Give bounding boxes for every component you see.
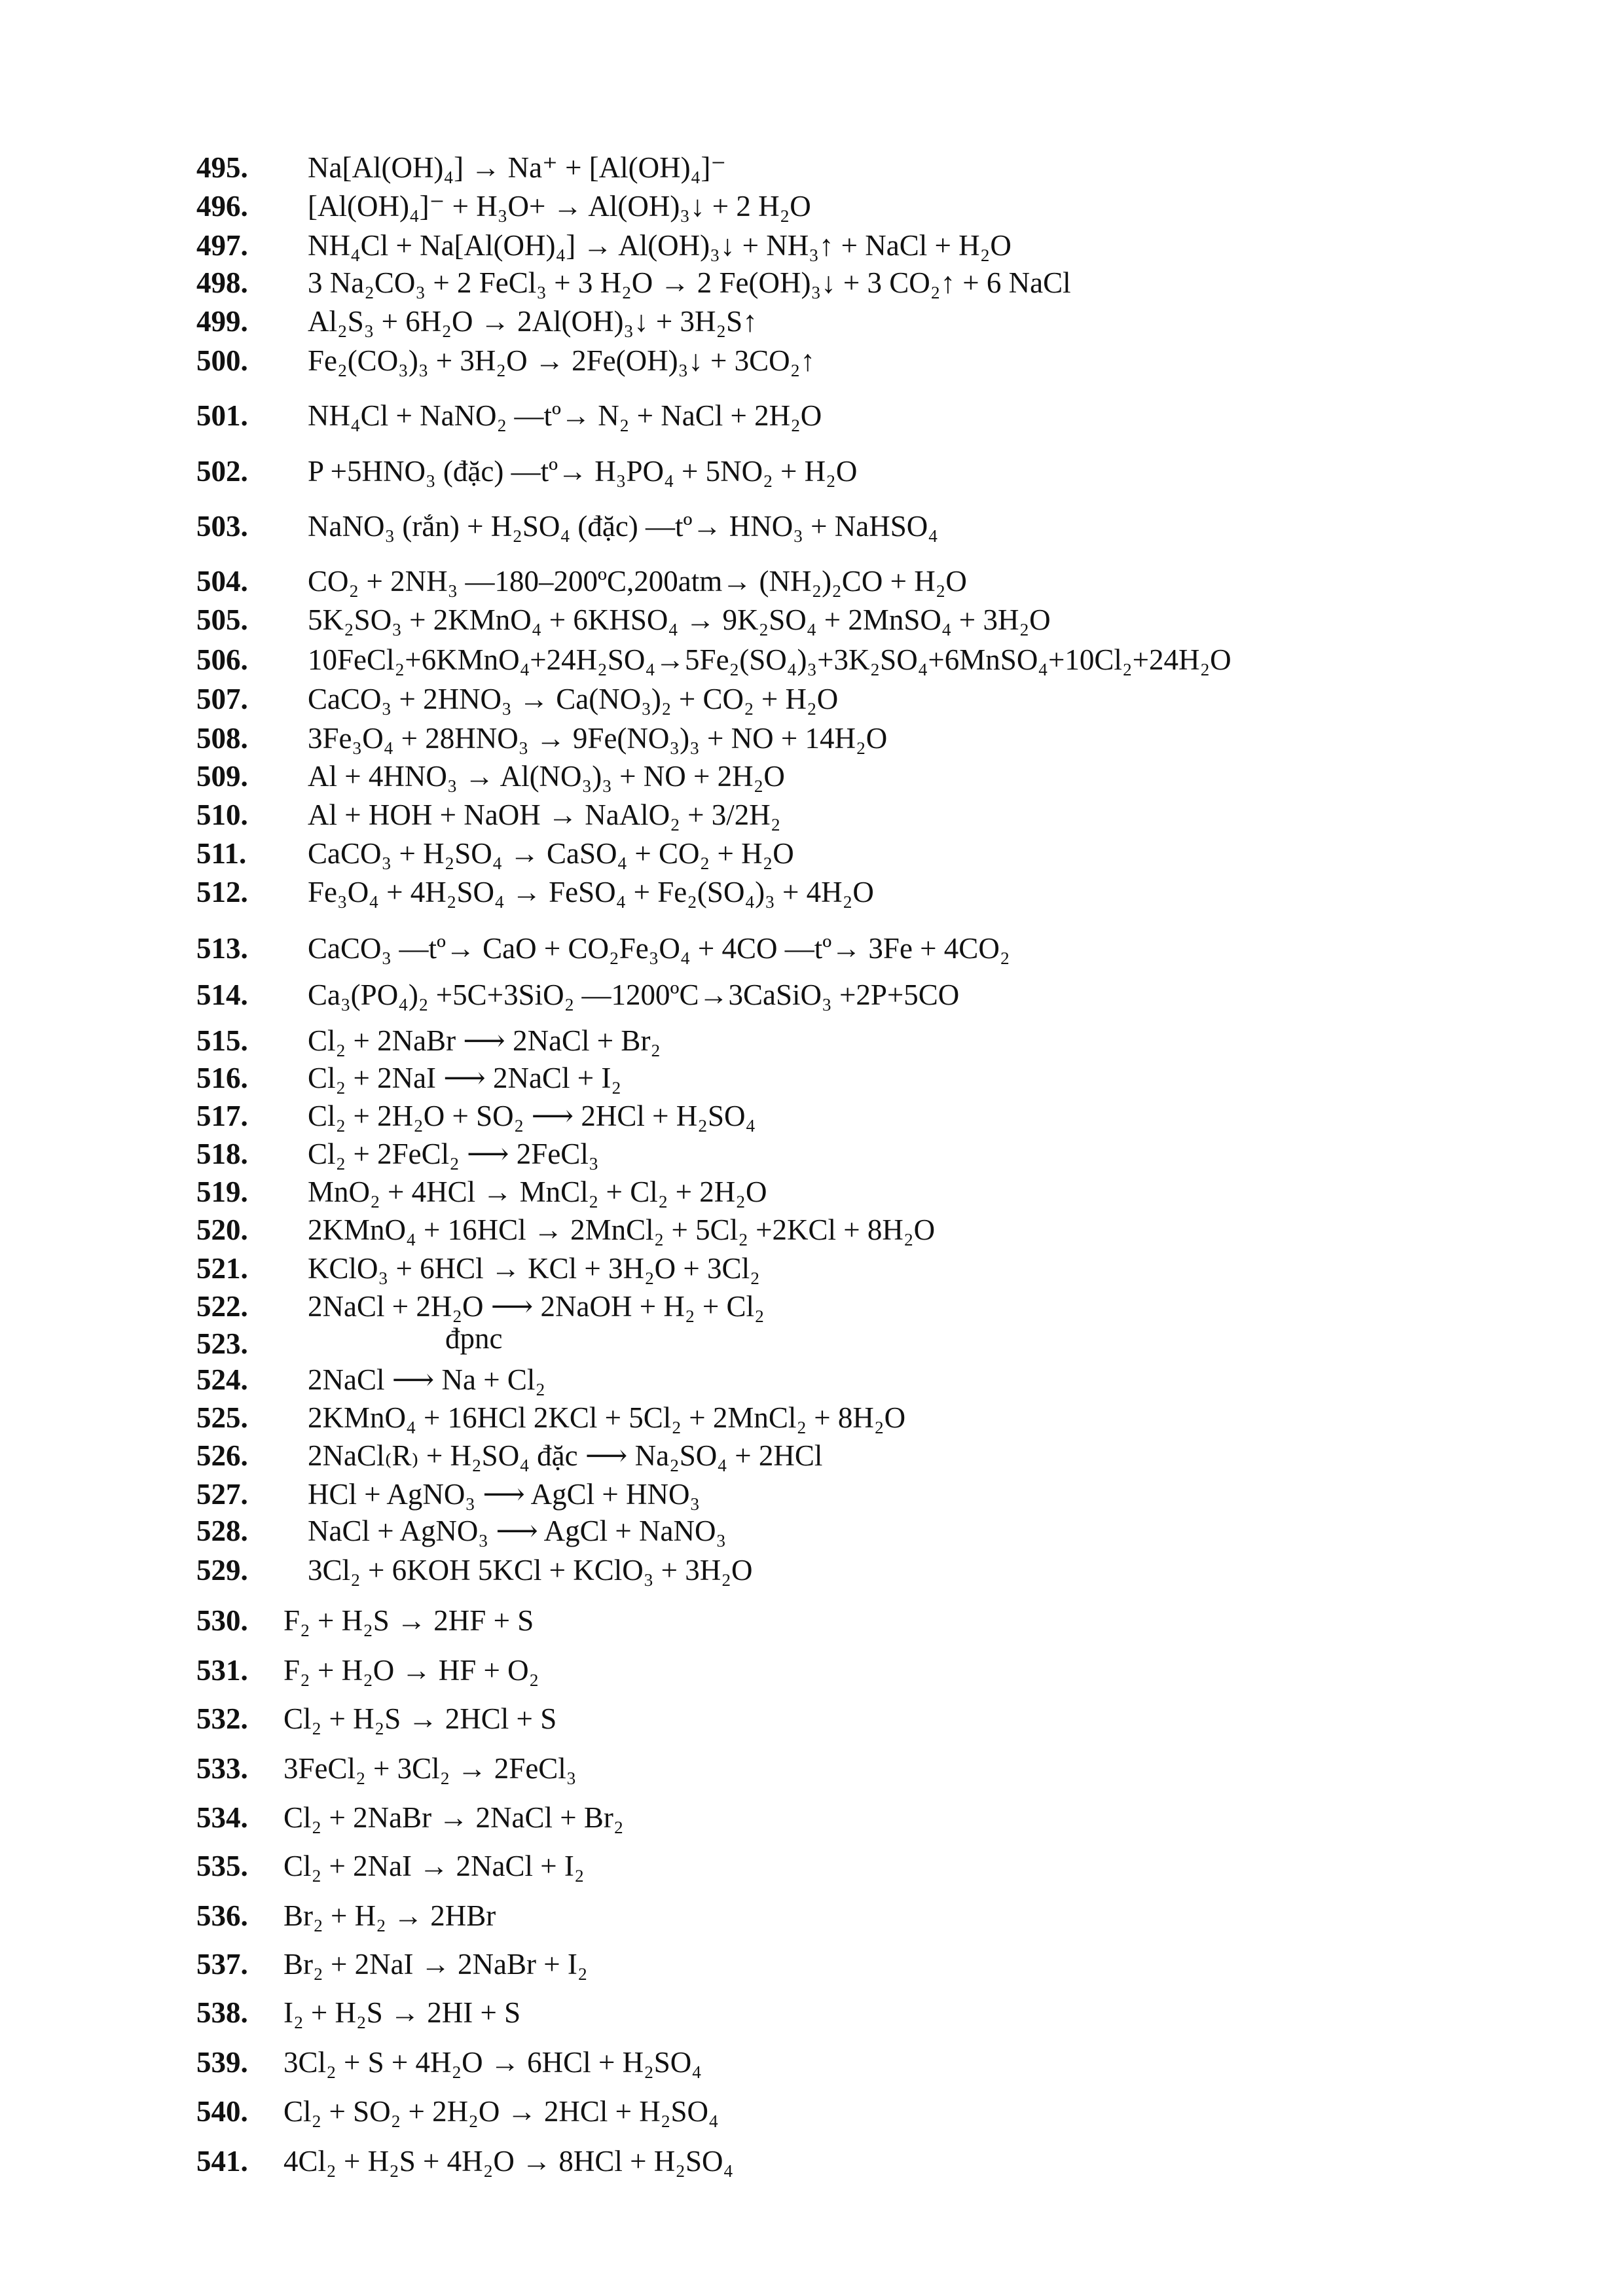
reaction-number: 530. [196, 1604, 248, 1637]
reaction-number: 496. [196, 190, 248, 223]
reaction-row [0, 719, 1623, 758]
reaction-equation: Fe₃O₄ + 4H₂SO₄ → FeSO₄ + Fe₂(SO₄)₃ + 4H₂O [308, 876, 874, 908]
reaction-equation: 10FeCl₂+6KMnO₄+24H₂SO₄→5Fe₂(SO₄)₃+3K₂SO₄+6MnSO₄+10Cl₂+24H₂O [308, 643, 1231, 676]
reaction-number: 514. [196, 978, 248, 1011]
reaction-row [0, 834, 1623, 873]
reaction-equation: 3FeCl₂ + 3Cl₂ → 2FeCl₃ [283, 1752, 577, 1785]
reaction-row [0, 396, 1623, 435]
reaction-equation: 3Fe₃O₄ + 28HNO₃ → 9Fe(NO₃)₃ + NO + 14H₂O [308, 722, 888, 755]
reaction-row [0, 263, 1623, 302]
reaction-row [0, 1021, 1623, 1060]
reaction-number: 500. [196, 344, 248, 377]
reaction-number: 498. [196, 266, 248, 299]
reaction-number: 516. [196, 1062, 248, 1094]
reaction-row [0, 1475, 1623, 1514]
reaction-row [0, 302, 1623, 341]
reaction-number: 533. [196, 1752, 248, 1785]
reaction-row [0, 1134, 1623, 1174]
reaction-row [0, 452, 1623, 491]
reaction-number: 506. [196, 643, 248, 676]
reaction-row [0, 2043, 1623, 2082]
reaction-number: 499. [196, 305, 248, 338]
reaction-row [0, 640, 1623, 679]
reaction-number: 515. [196, 1024, 248, 1057]
reaction-row [0, 600, 1623, 639]
reaction-number: 507. [196, 683, 248, 715]
reaction-equation: 3Cl₂ + 6KOH 5KCl + KClO₃ + 3H₂O [308, 1554, 753, 1587]
reaction-equation: [Al(OH)₄]⁻ + H₃O+ → Al(OH)₃↓ + 2 H₂O [308, 190, 811, 223]
reaction-number: 540. [196, 2095, 248, 2128]
reaction-number: 495. [196, 151, 248, 184]
reaction-equation: 4Cl₂ + H₂S + 4H₂O → 8HCl + H₂SO₄ [283, 2145, 734, 2178]
reaction-row [0, 562, 1623, 601]
reaction-row [0, 1511, 1623, 1551]
reaction-row [0, 1896, 1623, 1935]
reaction-row [0, 1436, 1623, 1475]
reaction-equation: Cl₂ + 2NaI ⟶ 2NaCl + I₂ [308, 1062, 622, 1094]
reaction-equation: NH₄Cl + NaNO₂ —tº→ N₂ + NaCl + 2H₂O [308, 399, 822, 432]
reaction-equation: Cl₂ + 2NaI → 2NaCl + I₂ [283, 1850, 585, 1882]
reaction-equation: 2NaCl₍R₎ + H₂SO₄ đặc ⟶ Na₂SO₄ + 2HCl [308, 1439, 823, 1472]
reaction-number: 531. [196, 1654, 248, 1687]
reaction-row [0, 148, 1623, 187]
reaction-equation: CaCO₃ + 2HNO₃ → Ca(NO₃)₂ + CO₂ + H₂O [308, 683, 839, 715]
reaction-equation: 5K₂SO₃ + 2KMnO₄ + 6KHSO₄ → 9K₂SO₄ + 2MnSO₄ + 3H₂O [308, 603, 1051, 636]
reaction-row [0, 679, 1623, 719]
reaction-row [0, 795, 1623, 834]
reaction-equation: Br₂ + H₂ → 2HBr [283, 1899, 496, 1932]
reaction-number: 510. [196, 798, 248, 831]
reaction-equation: 2NaCl ⟶ Na + Cl₂ [308, 1363, 546, 1396]
reaction-equation: P +5HNO₃ (đặc) —tº→ H₃PO₄ + 5NO₂ + H₂O [308, 455, 858, 488]
reaction-number: 536. [196, 1899, 248, 1932]
reaction-equation: 3 Na₂CO₃ + 2 FeCl₃ + 3 H₂O → 2 Fe(OH)₃↓ + 3 CO₂↑ + 6 NaCl [308, 266, 1071, 299]
reaction-row [0, 507, 1623, 546]
reaction-row [0, 1249, 1623, 1288]
reaction-row [0, 975, 1623, 1014]
reaction-equation: Fe₂(CO₃)₃ + 3H₂O → 2Fe(OH)₃↓ + 3CO₂↑ [308, 344, 815, 377]
reaction-row [0, 1993, 1623, 2032]
reaction-equation: Al₂S₃ + 6H₂O → 2Al(OH)₃↓ + 3H₂S↑ [308, 305, 757, 338]
reaction-row [0, 187, 1623, 226]
reaction-number: 532. [196, 1702, 248, 1735]
reaction-number: 502. [196, 455, 248, 488]
reaction-equation: 2NaCl + 2H₂O ⟶ 2NaOH + H₂ + Cl₂ [308, 1290, 765, 1323]
reaction-row [0, 1551, 1623, 1590]
reaction-number: 541. [196, 2145, 248, 2178]
reaction-number: 528. [196, 1515, 248, 1547]
reaction-number: 521. [196, 1252, 248, 1285]
reaction-equation: Cl₂ + 2FeCl₂ ⟶ 2FeCl₃ [308, 1138, 599, 1170]
reaction-equation: Br₂ + 2NaI → 2NaBr + I₂ [283, 1948, 588, 1981]
reaction-number: 539. [196, 2046, 248, 2079]
reaction-number: 526. [196, 1439, 248, 1472]
reaction-equation: Al + HOH + NaOH → NaAlO₂ + 3/2H₂ [308, 798, 781, 831]
reaction-number: 505. [196, 603, 248, 636]
reaction-equation: Cl₂ + 2NaBr ⟶ 2NaCl + Br₂ [308, 1024, 661, 1057]
reaction-row [0, 872, 1623, 912]
reaction-number: 501. [196, 399, 248, 432]
reaction-equation: Al + 4HNO₃ → Al(NO₃)₃ + NO + 2H₂O [308, 760, 785, 793]
reaction-number: 504. [196, 565, 248, 598]
reaction-row [0, 2142, 1623, 2181]
reaction-row [0, 757, 1623, 796]
reaction-equation: Cl₂ + H₂S → 2HCl + S [283, 1702, 557, 1735]
reaction-equation: NH₄Cl + Na[Al(OH)₄] → Al(OH)₃↓ + NH₃↑ + NaCl + H₂O [308, 229, 1012, 262]
reaction-row [0, 1846, 1623, 1886]
reaction-equation: CO₂ + 2NH₃ —180–200ºC,200atm→ (NH₂)₂CO + H₂O [308, 565, 967, 598]
reaction-number: 527. [196, 1478, 248, 1511]
reaction-condition-note: đpnc [445, 1322, 503, 1355]
reaction-number: 509. [196, 760, 248, 793]
reaction-equation: CaCO₃ —tº→ CaO + CO₂Fe₃O₄ + 4CO —tº→ 3Fe + 4CO₂ [308, 932, 1010, 965]
reaction-equation: 3Cl₂ + S + 4H₂O → 6HCl + H₂SO₄ [283, 2046, 702, 2079]
reaction-number: 537. [196, 1948, 248, 1981]
reaction-row [0, 226, 1623, 265]
reaction-number: 535. [196, 1850, 248, 1882]
reaction-equation: MnO₂ + 4HCl → MnCl₂ + Cl₂ + 2H₂O [308, 1175, 767, 1208]
reaction-equation: Cl₂ + 2H₂O + SO₂ ⟶ 2HCl + H₂SO₄ [308, 1100, 756, 1132]
reaction-number: 512. [196, 876, 248, 908]
reaction-row [0, 341, 1623, 380]
reaction-number: 534. [196, 1801, 248, 1834]
reaction-row [0, 1172, 1623, 1211]
reaction-equation: NaNO₃ (rắn) + H₂SO₄ (đặc) —tº→ HNO₃ + NaHSO₄ [308, 510, 938, 543]
reaction-equation: NaCl + AgNO₃ ⟶ AgCl + NaNO₃ [308, 1515, 727, 1547]
reaction-row [0, 1749, 1623, 1788]
reaction-number: 503. [196, 510, 248, 543]
reaction-row [0, 1699, 1623, 1738]
reaction-equation: KClO₃ + 6HCl → KCl + 3H₂O + 3Cl₂ [308, 1252, 760, 1285]
reaction-number: 519. [196, 1175, 248, 1208]
reaction-row [0, 1798, 1623, 1837]
reaction-number: 517. [196, 1100, 248, 1132]
reaction-equation: Cl₂ + SO₂ + 2H₂O → 2HCl + H₂SO₄ [283, 2095, 719, 2128]
reaction-number: 538. [196, 1996, 248, 2029]
reaction-row [0, 1651, 1623, 1690]
reaction-number: 529. [196, 1554, 248, 1587]
reaction-equation: Na[Al(OH)₄] → Na⁺ + [Al(OH)₄]⁻ [308, 151, 727, 184]
reaction-row [0, 1360, 1623, 1399]
reaction-row [0, 1324, 1623, 1363]
reaction-equation: Cl₂ + 2NaBr → 2NaCl + Br₂ [283, 1801, 624, 1834]
reaction-row [0, 929, 1623, 968]
reaction-equation: 2KMnO₄ + 16HCl → 2MnCl₂ + 5Cl₂ +2KCl + 8H₂O [308, 1213, 936, 1246]
reaction-row [0, 1096, 1623, 1136]
reaction-number: 523. [196, 1327, 248, 1360]
reaction-equation: F₂ + H₂O → HF + O₂ [283, 1654, 539, 1687]
reaction-equation: I₂ + H₂S → 2HI + S [283, 1996, 521, 2029]
reaction-row [0, 1210, 1623, 1249]
reaction-row [0, 1398, 1623, 1437]
reaction-number: 508. [196, 722, 248, 755]
reaction-equation: HCl + AgNO₃ ⟶ AgCl + HNO₃ [308, 1478, 701, 1511]
reaction-row [0, 1945, 1623, 1984]
reaction-number: 522. [196, 1290, 248, 1323]
reaction-equation: CaCO₃ + H₂SO₄ → CaSO₄ + CO₂ + H₂O [308, 837, 794, 870]
reaction-row [0, 1058, 1623, 1098]
reaction-number: 513. [196, 932, 248, 965]
reaction-row [0, 1601, 1623, 1640]
reaction-row [0, 2092, 1623, 2131]
reaction-row [0, 1287, 1623, 1326]
reaction-equation: F₂ + H₂S → 2HF + S [283, 1604, 534, 1637]
reaction-equation: Ca₃(PO₄)₂ +5C+3SiO₂ —1200ºC→3CaSiO₃ +2P+5CO [308, 978, 960, 1011]
reaction-number: 511. [196, 837, 247, 870]
reaction-number: 524. [196, 1363, 248, 1396]
reaction-number: 520. [196, 1213, 248, 1246]
reaction-number: 497. [196, 229, 248, 262]
reaction-number: 518. [196, 1138, 248, 1170]
reaction-number: 525. [196, 1401, 248, 1434]
reaction-equation: 2KMnO₄ + 16HCl 2KCl + 5Cl₂ + 2MnCl₂ + 8H₂O [308, 1401, 906, 1434]
